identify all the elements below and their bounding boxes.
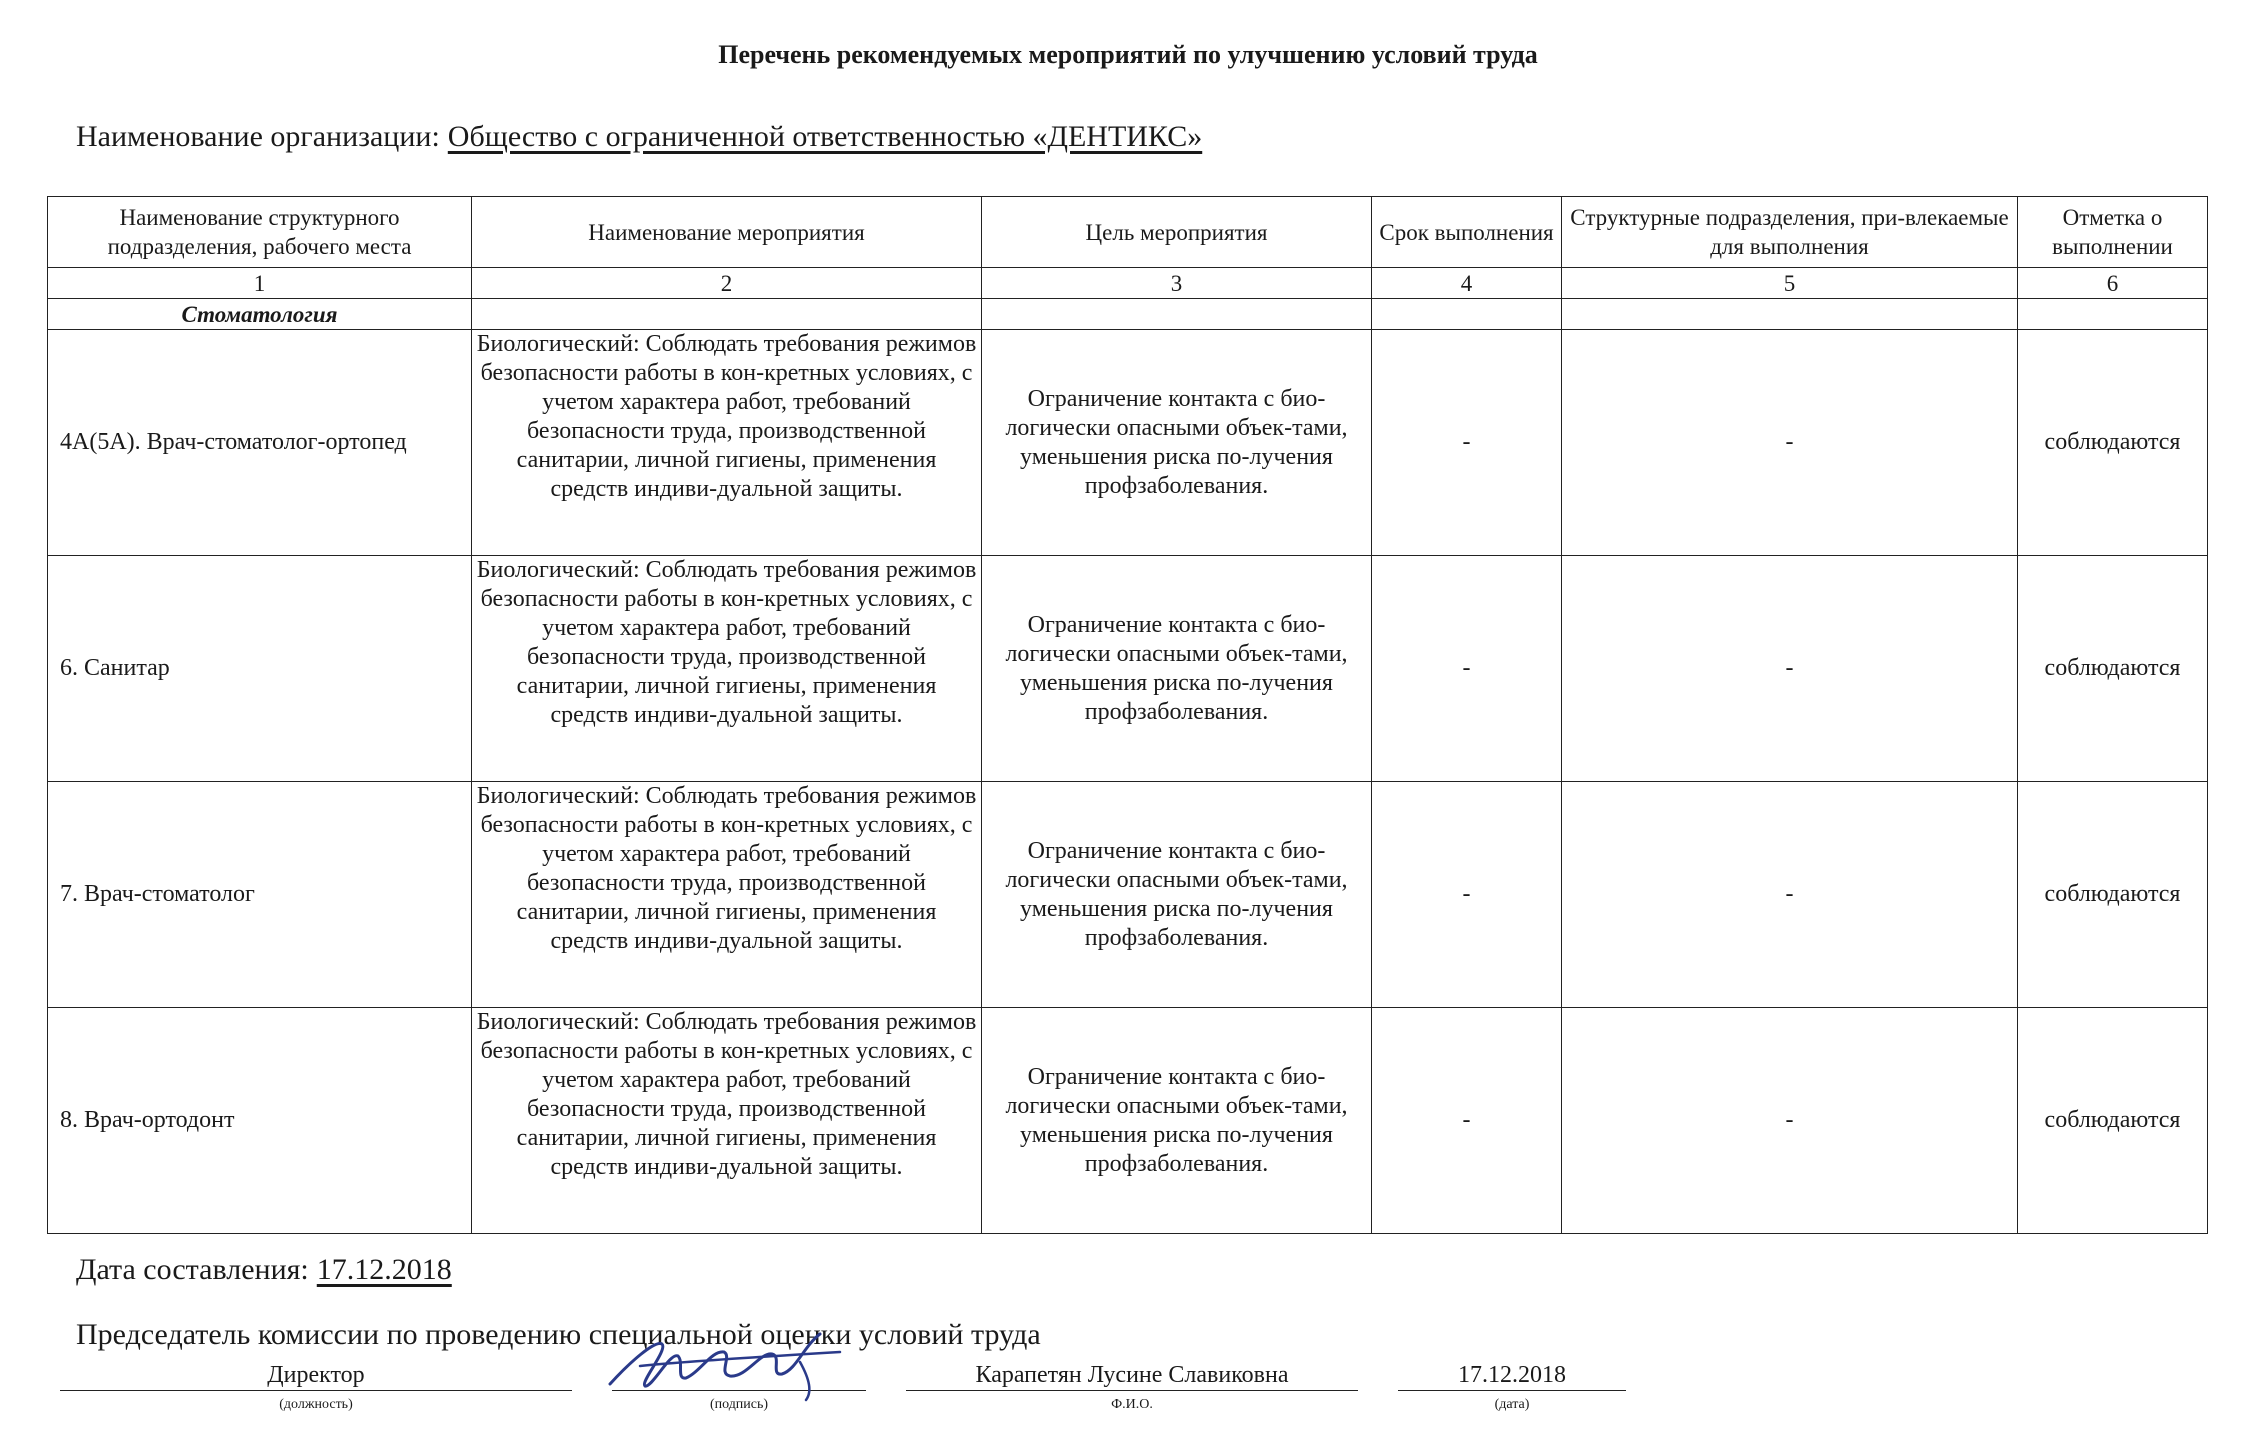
column-number: 6	[2018, 268, 2208, 299]
workplace-cell: 6. Санитар	[48, 556, 472, 782]
position-field	[60, 1360, 572, 1413]
header-measure: Наименование мероприятия	[472, 197, 982, 268]
header-row	[48, 197, 2208, 268]
header-deadline: Срок выполнения	[1372, 197, 1562, 268]
document-title: Перечень рекомендуемых мероприятий по улучшению условий труда	[718, 40, 1538, 69]
deadline-cell: -	[1372, 556, 1562, 782]
organization-line	[76, 120, 1220, 154]
column-number: 2	[472, 268, 982, 299]
chairman-name: Карапетян Лусине Славиковна	[906, 1360, 1358, 1391]
column-number-row	[48, 268, 2208, 299]
goal-cell: Ограничение контакта с био-логически опасными объек-тами, уменьшения риска по-лучения профзаболевания.	[982, 330, 1372, 556]
organization-name: Общество с ограниченной ответственностью «ДЕНТИКС»	[447, 120, 1203, 153]
measures-table	[47, 196, 2208, 1234]
sign-date-value: 17.12.2018	[1398, 1360, 1626, 1391]
measure-cell: Биологический: Соблюдать требования режимов безопасности работы в кон-кретных условиях, с учетом характера работ, требований безопасности труда, производственной санитарии, личной гигиены, применения средств индиви-дуальной защиты.	[472, 1008, 982, 1234]
table-row	[48, 1008, 2208, 1234]
signature-caption: (подпись)	[709, 1397, 769, 1412]
workplace-cell: 4А(5А). Врач-стоматолог-ортопед	[48, 330, 472, 556]
handwritten-signature	[600, 1322, 860, 1402]
column-number: 1	[48, 268, 472, 299]
header-goal: Цель мероприятия	[982, 197, 1372, 268]
sign-date-field	[1398, 1360, 1626, 1413]
goal-cell: Ограничение контакта с био-логически опасными объек-тами, уменьшения риска по-лучения профзаболевания.	[982, 782, 1372, 1008]
section-title: Стоматология	[48, 299, 472, 330]
deadline-cell: -	[1372, 1008, 1562, 1234]
column-number: 3	[982, 268, 1372, 299]
section-row	[48, 299, 2208, 330]
compilation-date-line	[76, 1253, 460, 1287]
measure-cell: Биологический: Соблюдать требования режимов безопасности работы в кон-кретных условиях, с учетом характера работ, требований безопасности труда, производственной санитарии, личной гигиены, применения средств индиви-дуальной защиты.	[472, 782, 982, 1008]
header-departments: Структурные подразделения, при-влекаемые для выполнения	[1562, 197, 2018, 268]
organization-label: Наименование организации:	[76, 120, 440, 153]
workplace-cell: 8. Врач-ортодонт	[48, 1008, 472, 1234]
header-workplace: Наименование структурного подразделения, рабочего места	[48, 197, 472, 268]
mark-cell: соблюдаются	[2018, 782, 2208, 1008]
chairman-label: Председатель комиссии по проведению специальной оценки условий труда	[76, 1318, 1041, 1351]
table-row	[48, 782, 2208, 1008]
table-row	[48, 330, 2208, 556]
mark-cell: соблюдаются	[2018, 1008, 2208, 1234]
compilation-date-label: Дата составления:	[76, 1253, 309, 1286]
sign-date-caption: (дата)	[1494, 1397, 1530, 1412]
name-field	[906, 1360, 1358, 1413]
table-row	[48, 556, 2208, 782]
measure-cell: Биологический: Соблюдать требования режимов безопасности работы в кон-кретных условиях, с учетом характера работ, требований безопасности труда, производственной санитарии, личной гигиены, применения средств индиви-дуальной защиты.	[472, 330, 982, 556]
position-value: Директор	[60, 1360, 572, 1391]
name-caption: Ф.И.О.	[1111, 1397, 1153, 1412]
goal-cell: Ограничение контакта с био-логически опасными объек-тами, уменьшения риска по-лучения профзаболевания.	[982, 556, 1372, 782]
deadline-cell: -	[1372, 782, 1562, 1008]
departments-cell: -	[1562, 556, 2018, 782]
departments-cell: -	[1562, 330, 2018, 556]
goal-cell: Ограничение контакта с био-логически опасными объек-тами, уменьшения риска по-лучения профзаболевания.	[982, 1008, 1372, 1234]
workplace-cell: 7. Врач-стоматолог	[48, 782, 472, 1008]
mark-cell: соблюдаются	[2018, 556, 2208, 782]
column-number: 4	[1372, 268, 1562, 299]
compilation-date-value: 17.12.2018	[316, 1253, 452, 1286]
departments-cell: -	[1562, 1008, 2018, 1234]
departments-cell: -	[1562, 782, 2018, 1008]
column-number: 5	[1562, 268, 2018, 299]
mark-cell: соблюдаются	[2018, 330, 2208, 556]
measure-cell: Биологический: Соблюдать требования режимов безопасности работы в кон-кретных условиях, с учетом характера работ, требований безопасности труда, производственной санитарии, личной гигиены, применения средств индиви-дуальной защиты.	[472, 556, 982, 782]
deadline-cell: -	[1372, 330, 1562, 556]
header-mark: Отметка о выполнении	[2018, 197, 2208, 268]
position-caption: (должность)	[279, 1397, 353, 1412]
